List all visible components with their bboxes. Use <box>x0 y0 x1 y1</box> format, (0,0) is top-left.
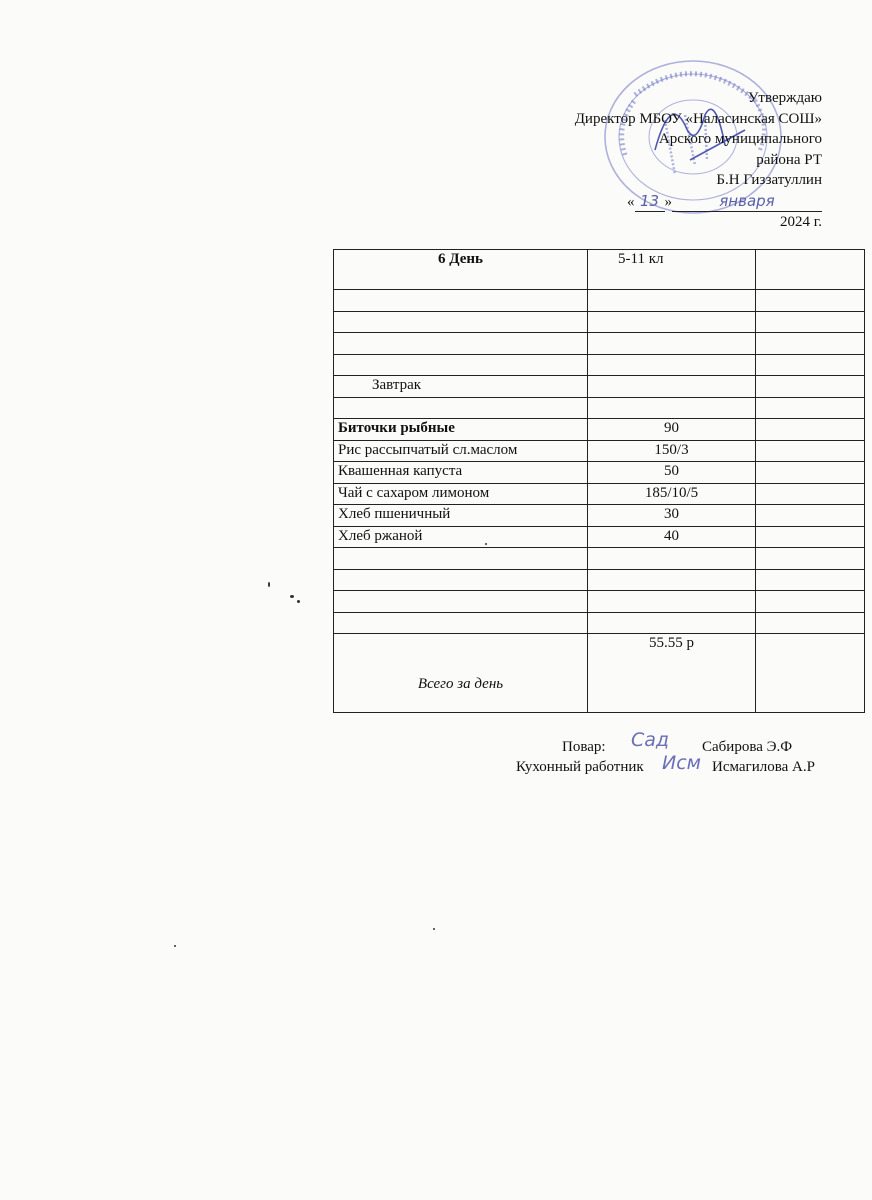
total-value: 55.55 р <box>588 634 756 713</box>
scan-speck <box>433 928 435 930</box>
cook-role: Повар: <box>562 739 606 755</box>
table-row <box>334 311 865 333</box>
class-range: 5-11 кл <box>588 250 756 290</box>
total-row <box>334 634 865 713</box>
table-row <box>334 397 865 419</box>
cook-signature: Сад <box>631 729 670 751</box>
dish-name: Хлеб пшеничный <box>334 505 588 527</box>
cook-name: Сабирова Э.Ф <box>702 739 793 755</box>
dish-name: Чай с сахаром лимоном <box>334 483 588 505</box>
table-header-row <box>334 250 865 290</box>
dish-name: Рис рассыпчатый сл.маслом <box>334 440 588 462</box>
dish-name: Квашенная капуста <box>334 462 588 484</box>
approval-director: Директор МБОУ «Наласинская СОШ» <box>574 110 822 127</box>
scan-speck <box>268 582 270 587</box>
table-row <box>334 612 865 634</box>
approval-director-name: Б.Н Гиззатуллин <box>716 172 822 188</box>
meal-row <box>334 376 865 398</box>
dish-qty: 185/10/5 <box>588 483 756 505</box>
scan-speck <box>485 543 487 545</box>
table-row <box>334 333 865 355</box>
date-close-quote: » <box>664 193 672 210</box>
approval-municipality: Арского муниципального <box>658 131 822 147</box>
total-label: Всего за день <box>334 634 588 713</box>
dish-qty: 30 <box>588 505 756 527</box>
menu-table <box>333 249 865 713</box>
dish-name: Хлеб ржаной <box>334 526 588 548</box>
worker-signature: Исм <box>662 752 701 774</box>
day-label: 6 День <box>334 250 588 290</box>
table-row <box>334 462 865 484</box>
table-row <box>334 354 865 376</box>
approval-date <box>575 191 822 213</box>
table-row <box>334 440 865 462</box>
worker-name: Исмагилова А.Р <box>712 759 815 775</box>
table-cell <box>756 250 865 290</box>
approval-block <box>575 88 822 233</box>
approval-title: Утверждаю <box>747 90 822 106</box>
table-row <box>334 569 865 591</box>
meal-name: Завтрак <box>334 376 588 398</box>
dish-qty: 90 <box>588 419 756 441</box>
table-row <box>334 548 865 570</box>
dish-qty: 40 <box>588 526 756 548</box>
table-row <box>334 290 865 312</box>
date-open-quote: « <box>627 193 635 210</box>
table-row <box>334 591 865 613</box>
scan-speck <box>297 600 300 603</box>
table-row <box>334 505 865 527</box>
table-row <box>334 419 865 441</box>
table-row <box>334 483 865 505</box>
dish-name: Биточки рыбные <box>334 419 588 441</box>
approval-district: района РТ <box>756 151 822 168</box>
date-day: 13 <box>635 191 665 213</box>
scan-speck <box>290 595 294 598</box>
dish-qty: 50 <box>588 462 756 484</box>
approval-year: 2024 г. <box>780 214 822 230</box>
worker-role: Кухонный работник <box>516 759 644 775</box>
table-row <box>334 526 865 548</box>
dish-qty: 150/3 <box>588 440 756 462</box>
date-month: января <box>672 191 822 213</box>
scan-speck <box>174 945 176 947</box>
